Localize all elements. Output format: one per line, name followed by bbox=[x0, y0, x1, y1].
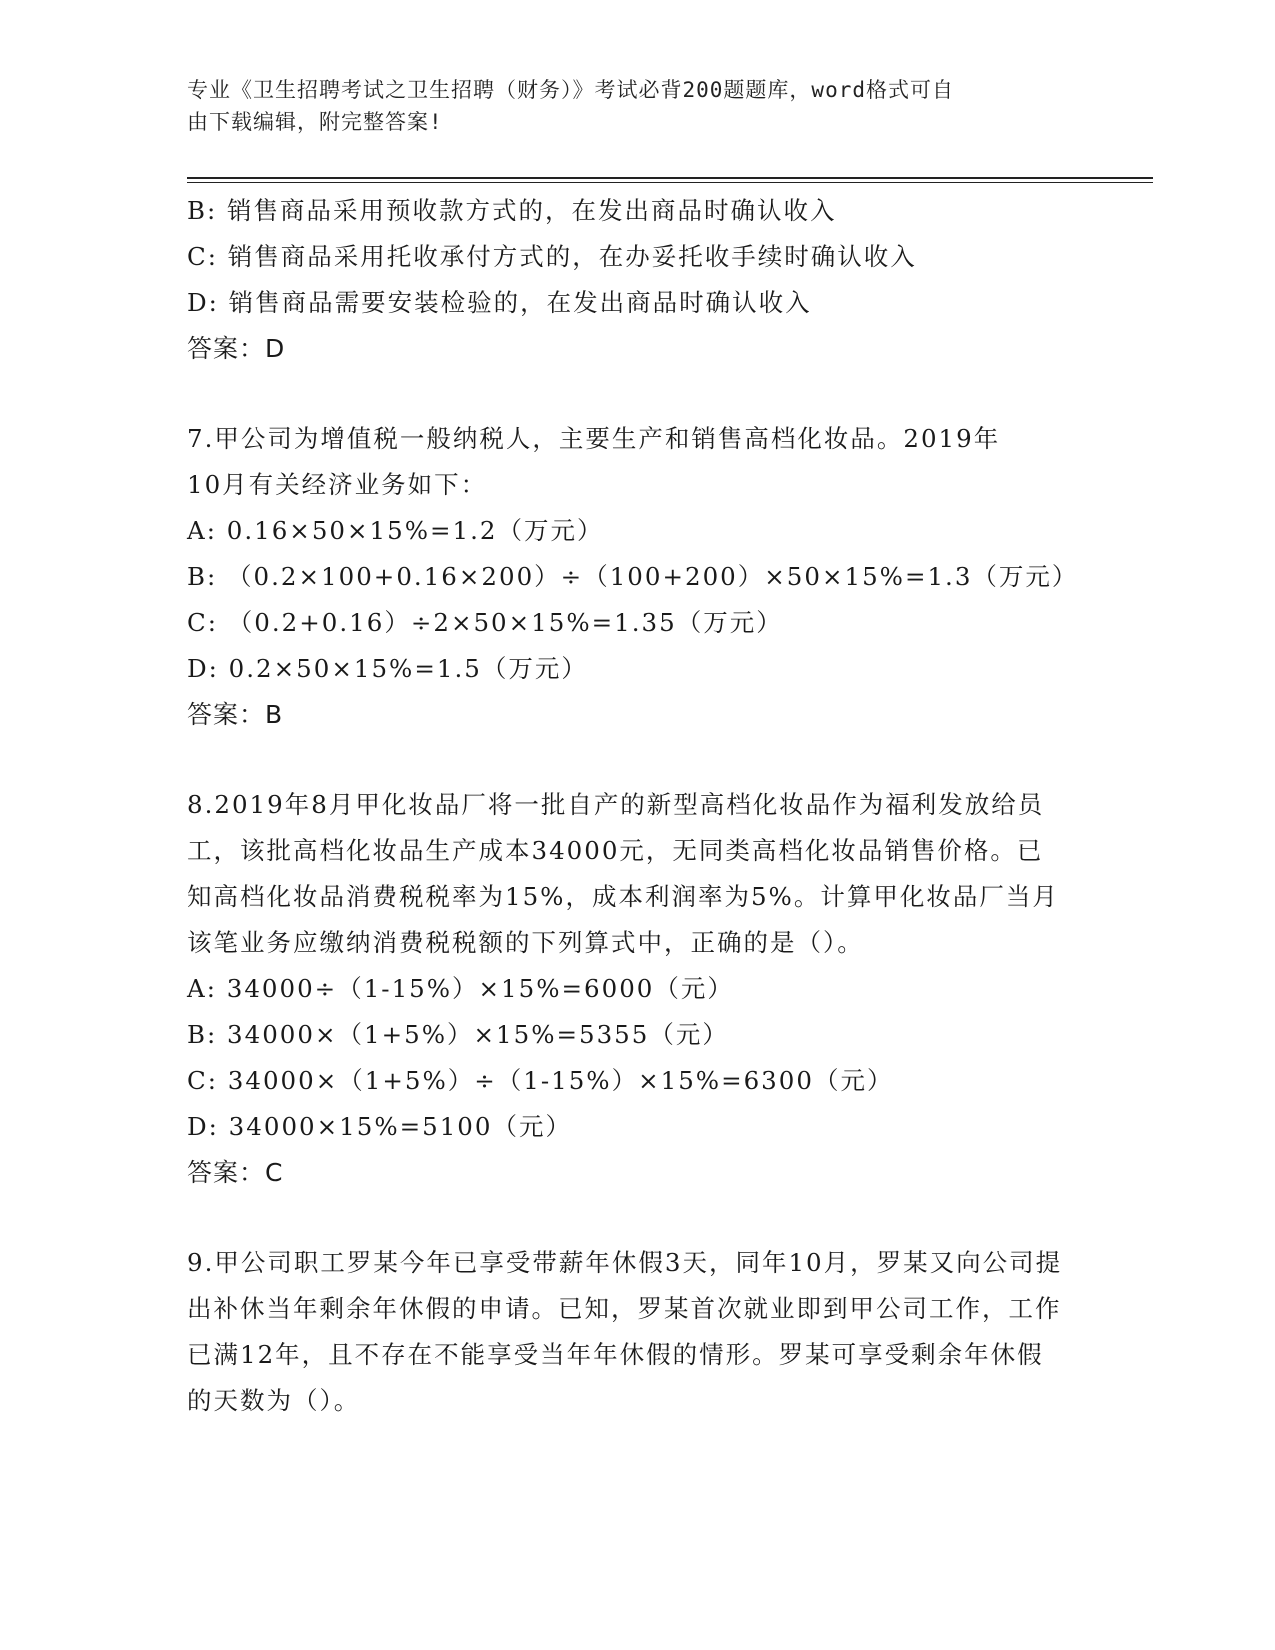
q8-option-a: A: 34000÷（1-15%）×15%=6000（元） bbox=[187, 974, 734, 1003]
q7-stem-line-1: 7.甲公司为增值税一般纳税人，主要生产和销售高档化妆品。2019年 bbox=[187, 424, 1001, 453]
q9-stem: 9.甲公司职工罗某今年已享受带薪年休假3天，同年10月，罗某又向公司提出补休当年剩余年休假的申请。已知，罗某首次就业即到甲公司工作，工作已满12年，且不存在不能享受当年年休假的情形。罗某可享受剩余年休假的天数为（）。 bbox=[187, 1248, 1063, 1415]
header-rule-thick bbox=[187, 177, 1153, 179]
q6-option-c: C: 销售商品采用托收承付方式的，在办妥托收手续时确认收入 bbox=[187, 242, 917, 271]
question-9 bbox=[187, 1240, 1067, 1424]
q7-option-b: B: （0.2×100+0.16×200）÷（100+200）×50×15%=1.3（万元） bbox=[187, 562, 1079, 591]
q6-option-d: D: 销售商品需要安装检验的，在发出商品时确认收入 bbox=[187, 288, 812, 317]
header-rule-thin bbox=[187, 182, 1153, 183]
q6-answer: 答案：D bbox=[187, 334, 286, 363]
q7-option-a: A: 0.16×50×15%=1.2（万元） bbox=[187, 516, 604, 545]
header-line-2: 由下载编辑，附完整答案! bbox=[187, 110, 443, 134]
q7-option-c: C: （0.2+0.16）÷2×50×15%=1.35（万元） bbox=[187, 608, 783, 637]
q8-stem: 8.2019年8月甲化妆品厂将一批自产的新型高档化妆品作为福利发放给员工，该批高档化妆品生产成本34000元，无同类高档化妆品销售价格。已知高档化妆品消费税税率为15%，成本利润率为5%。计算甲化妆品厂当月该笔业务应缴纳消费税税额的下列算式中，正确的是（）。 bbox=[187, 790, 1059, 957]
question-8 bbox=[187, 782, 1067, 1196]
header-line-1: 专业《卫生招聘考试之卫生招聘（财务）》考试必背200题题库，word格式可自 bbox=[187, 78, 954, 102]
q8-option-c: C: 34000×（1+5%）÷（1-15%）×15%=6300（元） bbox=[187, 1066, 894, 1095]
q6-option-b: B: 销售商品采用预收款方式的，在发出商品时确认收入 bbox=[187, 196, 837, 225]
q7-option-d: D: 0.2×50×15%=1.5（万元） bbox=[187, 654, 588, 683]
question-6 bbox=[187, 188, 1067, 372]
q8-answer: 答案：C bbox=[187, 1158, 284, 1187]
q7-stem-line-2: 10月有关经济业务如下： bbox=[187, 470, 488, 499]
document-body bbox=[187, 188, 1079, 1424]
question-7 bbox=[187, 416, 1079, 738]
q8-option-b: B: 34000×（1+5%）×15%=5355（元） bbox=[187, 1020, 729, 1049]
document-header bbox=[187, 74, 1067, 138]
q7-answer: 答案：B bbox=[187, 700, 284, 729]
q8-option-d: D: 34000×15%=5100（元） bbox=[187, 1112, 572, 1141]
